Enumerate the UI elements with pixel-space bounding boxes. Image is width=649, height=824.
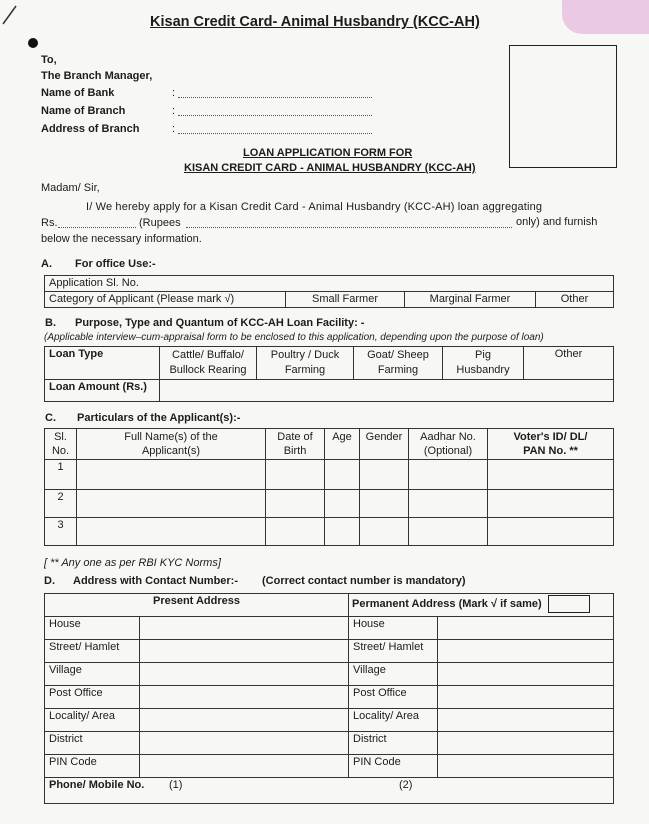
form-title-1: LOAN APPLICATION FORM FOR (243, 147, 413, 159)
present-street-label: Street/ Hamlet (45, 640, 140, 663)
pig-option[interactable] (443, 347, 524, 380)
present-address-header: Present Address (45, 594, 349, 617)
address-table (44, 593, 614, 804)
dob-cell[interactable] (266, 490, 325, 518)
loan-type-label: Loan Type (45, 347, 160, 380)
address-of-branch-label: Address of Branch (41, 123, 140, 135)
poultry-option-l1: Poultry / Duck (270, 349, 340, 361)
table-row (45, 518, 614, 546)
punch-hole-dot (28, 38, 38, 48)
loan-amount-words-field[interactable] (186, 227, 512, 228)
intro-line-1: I/ We hereby apply for a Kisan Credit Card - Animal Husbandry (KCC-AH) loan aggregating (86, 201, 543, 213)
section-d-title: Address with Contact Number:- (73, 575, 239, 587)
voter-id-header (488, 429, 614, 460)
row-number: 1 (45, 460, 77, 490)
present-post-office-field[interactable] (140, 686, 349, 709)
permanent-village-label: Village (349, 663, 438, 686)
row-number: 3 (45, 518, 77, 546)
present-village-field[interactable] (140, 663, 349, 686)
form-title-2: KISAN CREDIT CARD - ANIMAL HUSBANDRY (KCC-AH) (184, 162, 476, 174)
phone-row (45, 778, 614, 804)
cattle-option-l1: Cattle/ Buffalo/ (172, 349, 244, 361)
application-sl-no-label: Application Sl. No. (45, 276, 614, 292)
sl-h1: Sl. (54, 431, 67, 443)
name-h2: Applicant(s) (141, 445, 201, 457)
dob-h2: Birth (283, 445, 307, 457)
gender-cell[interactable] (360, 490, 409, 518)
permanent-locality-field[interactable] (438, 709, 614, 732)
gender-header: Gender (360, 429, 409, 460)
permanent-post-office-field[interactable] (438, 686, 614, 709)
table-row (45, 490, 614, 518)
section-b-note: (Applicable interview–cum-appraisal form to be enclosed to this application, depending upon the purpose of loan) (44, 332, 544, 343)
salutation: Madam/ Sir, (41, 182, 100, 194)
section-b-title: Purpose, Type and Quantum of KCC-AH Loan Facility: - (75, 317, 365, 329)
present-house-label: House (45, 617, 140, 640)
name-cell[interactable] (77, 490, 266, 518)
permanent-village-field[interactable] (438, 663, 614, 686)
category-label: Category of Applicant (Please mark √) (45, 292, 286, 308)
present-locality-label: Locality/ Area (45, 709, 140, 732)
age-header: Age (325, 429, 360, 460)
aadhar-cell[interactable] (409, 518, 488, 546)
branch-manager-label: The Branch Manager, (41, 70, 153, 82)
permanent-district-label: District (349, 732, 438, 755)
voter-cell[interactable] (488, 518, 614, 546)
permanent-address-label: Permanent Address (Mark √ if same) (352, 597, 542, 610)
phone-2-field[interactable]: (2) (399, 779, 413, 791)
section-d-letter: D. (44, 575, 55, 587)
name-h1: Full Name(s) of the (124, 431, 218, 443)
present-locality-field[interactable] (140, 709, 349, 732)
branch-address-field[interactable] (178, 133, 372, 134)
section-c-title: Particulars of the Applicant(s):- (77, 412, 241, 424)
poultry-option-l2: Farming (284, 364, 326, 376)
aadhar-header (409, 429, 488, 460)
age-cell[interactable] (325, 460, 360, 490)
cattle-option-l2: Bullock Rearing (169, 364, 247, 376)
present-pin-field[interactable] (140, 755, 349, 778)
only-label: only) and furnish (516, 216, 598, 228)
table-row (45, 460, 614, 490)
pig-option-l1: Pig (475, 349, 491, 361)
other-loan-type-option[interactable]: Other (524, 347, 614, 380)
voter-cell[interactable] (488, 490, 614, 518)
goat-option-l2: Farming (377, 364, 419, 376)
dob-header (266, 429, 325, 460)
name-cell[interactable] (77, 460, 266, 490)
aadhar-h2: (Optional) (423, 445, 473, 457)
page-title: Kisan Credit Card- Animal Husbandry (KCC-AH) (150, 14, 480, 30)
bank-name-field[interactable] (178, 97, 372, 98)
name-of-branch-label: Name of Branch (41, 105, 126, 117)
loan-amount-figures-field[interactable] (58, 227, 136, 228)
section-a-title: For office Use:- (75, 258, 156, 270)
section-b-letter: B. (45, 317, 56, 329)
pen-stroke-mark (0, 0, 30, 30)
marginal-farmer-option[interactable]: Marginal Farmer (405, 292, 536, 308)
other-category-option[interactable]: Other (536, 292, 614, 308)
phone-1-field[interactable]: (1) (169, 779, 183, 791)
age-cell[interactable] (325, 518, 360, 546)
sl-h2: No. (51, 445, 70, 457)
to-label: To, (41, 54, 57, 66)
name-cell[interactable] (77, 518, 266, 546)
permanent-pin-field[interactable] (438, 755, 614, 778)
full-name-header (77, 429, 266, 460)
permanent-post-office-label: Post Office (349, 686, 438, 709)
permanent-locality-label: Locality/ Area (349, 709, 438, 732)
present-district-field[interactable] (140, 732, 349, 755)
applicants-table (44, 428, 614, 546)
gender-cell[interactable] (360, 518, 409, 546)
age-cell[interactable] (325, 490, 360, 518)
colon: : (172, 123, 176, 135)
goat-option-l1: Goat/ Sheep (367, 349, 429, 361)
goat-option[interactable] (354, 347, 443, 380)
voter-h2: PAN No. ** (523, 445, 578, 457)
dob-cell[interactable] (266, 460, 325, 490)
photo-box (509, 45, 617, 168)
aadhar-h1: Aadhar No. (420, 431, 476, 443)
poultry-option[interactable] (257, 347, 354, 380)
loan-amount-field[interactable] (160, 380, 614, 402)
branch-name-field[interactable] (178, 115, 372, 116)
permanent-house-label: House (349, 617, 438, 640)
section-d-note: (Correct contact number is mandatory) (262, 575, 466, 587)
present-pin-label: PIN Code (45, 755, 140, 778)
voter-h1: Voter's ID/ DL/ (513, 431, 588, 443)
small-farmer-option[interactable]: Small Farmer (286, 292, 405, 308)
loan-type-table (44, 346, 614, 402)
present-house-field[interactable] (140, 617, 349, 640)
permanent-district-field[interactable] (438, 732, 614, 755)
colon: : (172, 87, 176, 99)
dob-h1: Date of (277, 431, 313, 443)
section-a-letter: A. (41, 258, 52, 270)
cattle-option[interactable] (160, 347, 257, 380)
pig-option-l2: Husbandry (456, 364, 510, 376)
permanent-house-field[interactable] (438, 617, 614, 640)
rupees-label: (Rupees (139, 217, 181, 229)
permanent-street-label: Street/ Hamlet (349, 640, 438, 663)
phone-label: Phone/ Mobile No. (49, 779, 145, 791)
loan-amount-label: Loan Amount (Rs.) (45, 380, 160, 402)
aadhar-cell[interactable] (409, 490, 488, 518)
aadhar-cell[interactable] (409, 460, 488, 490)
present-district-label: District (45, 732, 140, 755)
pink-corner-mark (562, 0, 649, 34)
gender-cell[interactable] (360, 460, 409, 490)
kyc-footnote: [ ** Any one as per RBI KYC Norms] (44, 557, 221, 569)
voter-cell[interactable] (488, 460, 614, 490)
sl-no-header (45, 429, 77, 460)
permanent-pin-label: PIN Code (349, 755, 438, 778)
present-village-label: Village (45, 663, 140, 686)
rs-label: Rs. (41, 217, 58, 229)
intro-line-3: below the necessary information. (41, 233, 202, 245)
row-number: 2 (45, 490, 77, 518)
same-address-checkbox[interactable] (548, 595, 590, 613)
colon: : (172, 105, 176, 117)
present-post-office-label: Post Office (45, 686, 140, 709)
present-street-field[interactable] (140, 640, 349, 663)
permanent-address-header (349, 594, 614, 617)
office-use-table (44, 275, 614, 308)
permanent-street-field[interactable] (438, 640, 614, 663)
dob-cell[interactable] (266, 518, 325, 546)
name-of-bank-label: Name of Bank (41, 87, 115, 99)
section-c-letter: C. (45, 412, 56, 424)
